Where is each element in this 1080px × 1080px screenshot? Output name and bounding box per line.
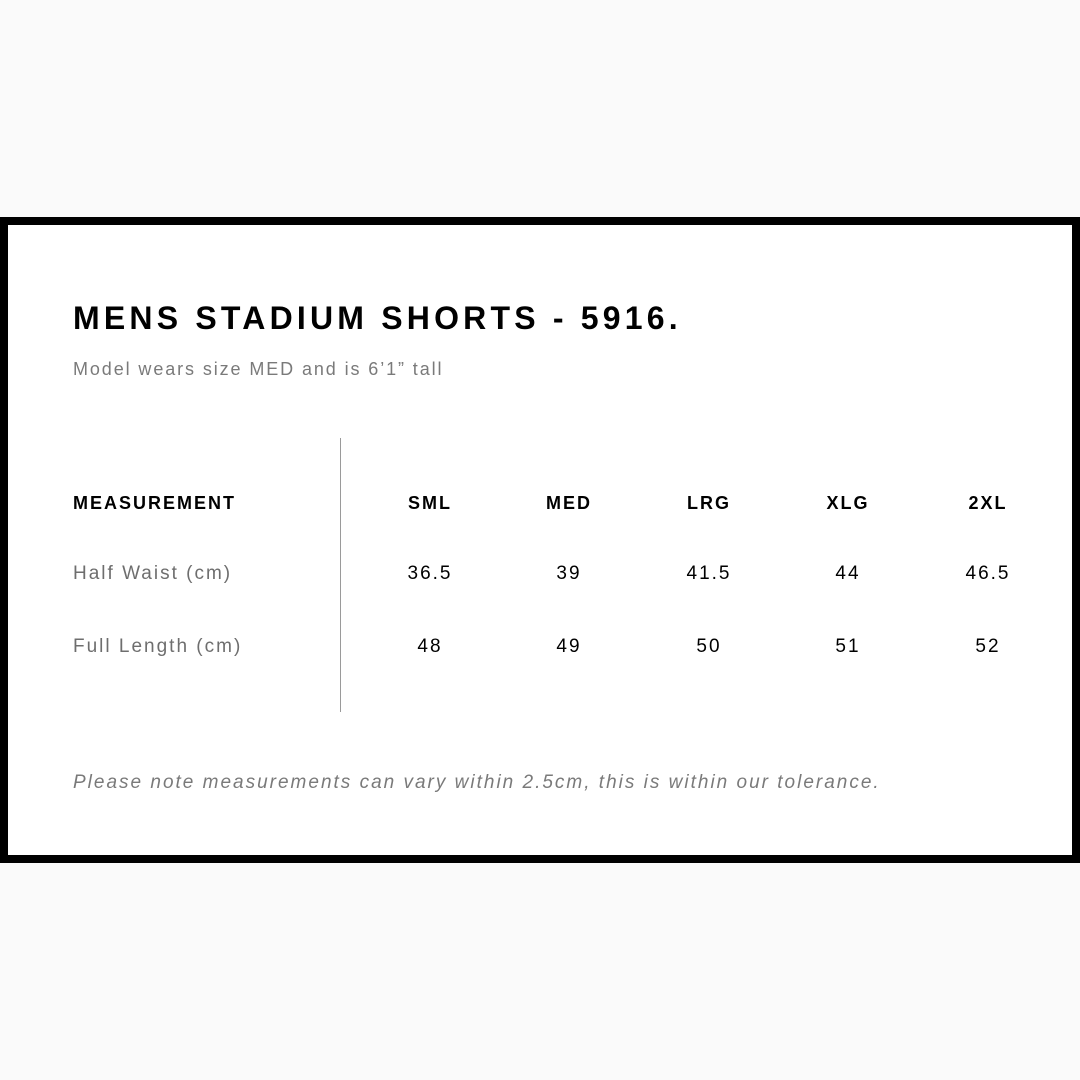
page-title: MENS STADIUM SHORTS - 5916. — [73, 300, 682, 336]
row-label-half-waist: Half Waist (cm) — [73, 563, 233, 584]
measurement-header: MEASUREMENT — [73, 493, 237, 513]
table-cell: 44 — [835, 563, 861, 584]
table-cell: 50 — [696, 636, 722, 657]
table-cell: 46.5 — [965, 563, 1011, 584]
table-cell: 49 — [556, 636, 582, 657]
size-header-lrg: LRG — [687, 493, 731, 513]
table-cell: 41.5 — [686, 563, 732, 584]
table-divider — [340, 438, 341, 712]
size-header-2xl: 2XL — [968, 493, 1008, 513]
size-header-sml: SML — [408, 493, 452, 513]
table-cell: 36.5 — [407, 563, 453, 584]
table-cell: 39 — [556, 563, 582, 584]
table-cell: 52 — [975, 636, 1001, 657]
size-header-med: MED — [546, 493, 592, 513]
row-label-full-length: Full Length (cm) — [73, 636, 243, 657]
table-cell: 48 — [417, 636, 443, 657]
size-header-xlg: XLG — [826, 493, 870, 513]
model-size-note: Model wears size MED and is 6’1” tall — [73, 359, 444, 379]
table-cell: 51 — [835, 636, 861, 657]
tolerance-note: Please note measurements can vary within 2.5cm, this is within our tolerance. — [73, 772, 881, 793]
